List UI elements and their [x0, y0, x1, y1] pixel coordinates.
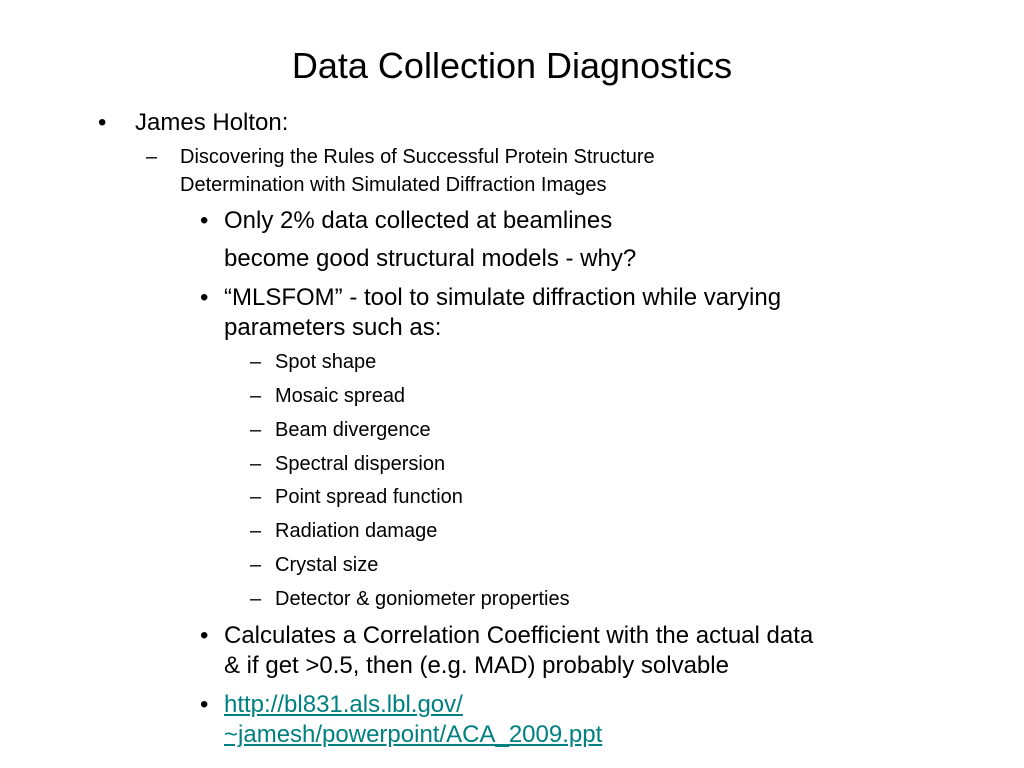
point-mlsfom-line1: “MLSFOM” - tool to simulate diffraction while varying [224, 284, 782, 311]
parameter-item: Spot shape [275, 351, 377, 373]
point-correlation-line2: & if get >0.5, then (e.g. MAD) probably solvable [224, 652, 729, 679]
slide-title: Data Collection Diagnostics [291, 45, 733, 86]
parameter-item: Point spread function [275, 486, 463, 508]
bullet-marker: • [200, 691, 209, 718]
point-mlsfom-line2: parameters such as: [224, 314, 442, 341]
dash-marker: – [250, 351, 262, 373]
parameter-item: Detector & goniometer properties [275, 588, 570, 610]
presentation-link-line2[interactable]: ~jamesh/powerpoint/ACA_2009.ppt [224, 721, 603, 748]
parameter-item: Crystal size [275, 554, 379, 576]
parameter-item: Mosaic spread [275, 385, 406, 407]
presentation-link-line1[interactable]: http://bl831.als.lbl.gov/ [224, 691, 463, 718]
speaker-name: James Holton: [135, 109, 289, 136]
parameter-item: Beam divergence [275, 419, 431, 441]
point-beamline-line1: Only 2% data collected at beamlines [224, 207, 613, 234]
dash-marker: – [250, 520, 262, 542]
dash-marker: – [250, 554, 262, 576]
talk-title-line1: Discovering the Rules of Successful Protein Structure [180, 146, 655, 168]
parameter-item: Radiation damage [275, 520, 438, 542]
bullet-marker: • [200, 622, 209, 649]
dash-marker: – [250, 486, 262, 508]
point-beamline-line2: become good structural models - why? [224, 245, 637, 272]
dash-marker: – [250, 419, 262, 441]
bullet-marker: • [200, 284, 209, 311]
dash-marker: – [250, 453, 262, 475]
dash-marker: – [250, 588, 262, 610]
point-correlation-line1: Calculates a Correlation Coefficient with the actual data [224, 622, 814, 649]
dash-marker: – [146, 146, 158, 168]
bullet-marker: • [200, 207, 209, 234]
bullet-marker: • [98, 109, 107, 136]
parameter-item: Spectral dispersion [275, 453, 446, 475]
talk-title-line2: Determination with Simulated Diffraction Images [180, 174, 607, 196]
dash-marker: – [250, 385, 262, 407]
